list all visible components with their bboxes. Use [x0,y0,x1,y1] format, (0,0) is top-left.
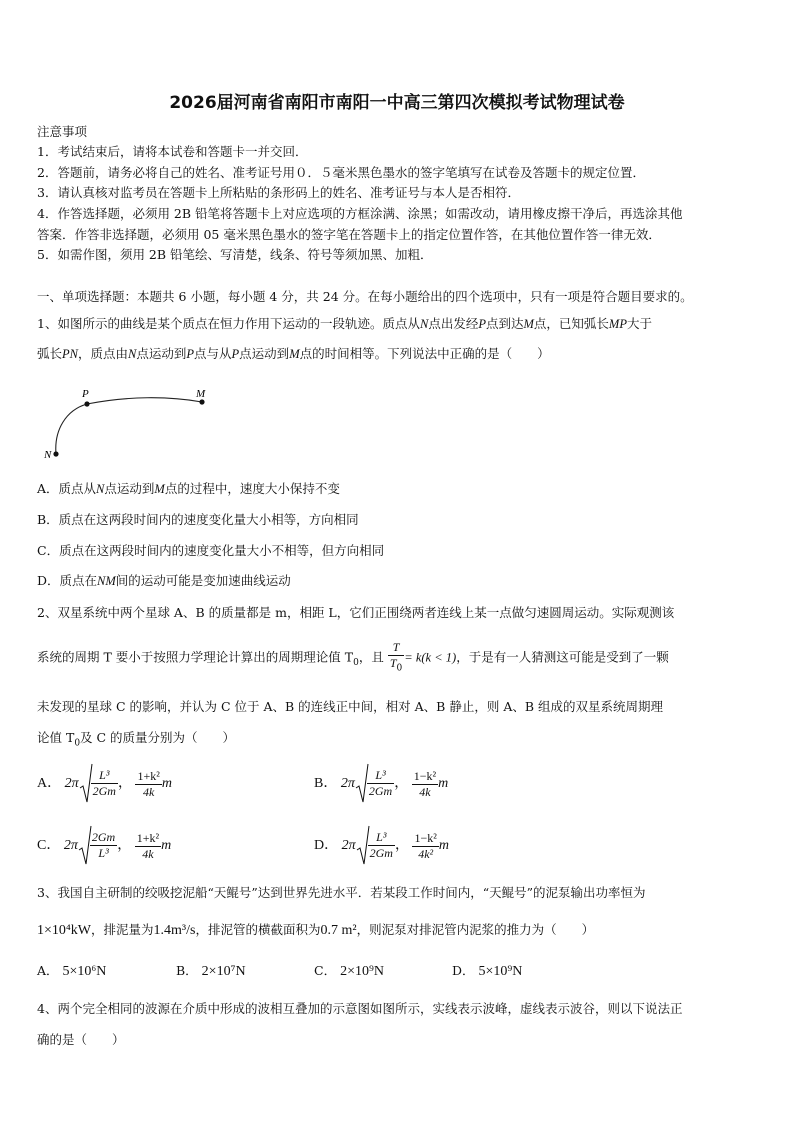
q2-option-a: A． 2π $\frac{\text{L³}}{2Gm}$ ， $\frac{\text{1+k²}}{4k}$ m [37,762,172,806]
point-m [199,399,204,404]
q1-option-b: B．质点在这两段时间内的速度变化量大小相等，方向相同 [37,512,359,527]
notice-item: 4．作答选择题，必须用 2B 铅笔将答题卡上对应选项的方框涂满、涂黑；如需改动，请用橡皮擦干净后，再选涂其他 [37,206,683,221]
q2-line1: 2、双星系统中两个星球 A、B 的质量都是 m，相距 L，它们正围绕两者连线上某一点做匀速圆周运动。实际观测该 [37,605,675,620]
point-n [53,451,58,456]
q3-line2: 1×10⁴kW，排泥量为1.4m³/s，排泥管的横截面积为0.7 m²，则泥泵对排泥管内泥浆的推力为（ ） [37,922,595,938]
ratio-fraction: $\frac{T}{T_0}$ [389,640,403,674]
q3-option-b: B． 2×10⁷N [176,963,246,979]
q2-line3: 未发现的星球 C 的影响，并认为 C 位于 A、B 的连线正中间，相对 A、B 静止，则 A、B 组成的双星系统周期理 [37,699,664,714]
notice-heading: 注意事项 [37,124,88,139]
label-p: P [82,388,89,400]
point-p [84,401,89,406]
q1-line1: 1、如图所示的曲线是某个质点在恒力作用下运动的一段轨迹。质点从N点出发经P点到达M点，已知弧长MP大于 [37,316,652,331]
notice-item: 3．请认真核对监考员在答题卡上所粘贴的条形码上的姓名、准考证号与本人是否相符． [37,185,520,200]
label-m: M [196,388,206,400]
q2-option-b: B． 2π $\frac{\text{L³}}{2Gm}$ ， $\frac{\text{1−k²}}{4k}$ m [314,762,448,806]
q2-option-d: D． 2π $\frac{\text{L³}}{2Gm}$ ， $\frac{\text{1−k²}}{\text{4k²}}$ m [314,824,449,868]
q1-line2: 弧长PN，质点由N点运动到P点与从P点运动到M点的时间相等。下列说法中正确的是（ ） [37,346,550,361]
q1-option-c: C．质点在这两段时间内的速度变化量大小不相等，但方向相同 [37,543,385,558]
q1-option-a: A．质点从N点运动到M点的过程中，速度大小保持不变 [37,481,340,496]
notice-item: 答案．作答非选择题，必须用 05 毫米黑色墨水的签字笔在答题卡上的指定位置作答，在其他位置作答一律无效． [37,227,661,242]
trajectory-curve [56,398,202,454]
q3-option-c: C． 2×10⁹N [314,963,384,979]
q3-option-d: D． 5×10⁹N [452,963,523,979]
q4-line1: 4、两个完全相同的波源在介质中形成的波相互叠加的示意图如图所示，实线表示波峰，虚线表示波谷，则以下说法正 [37,1001,683,1016]
notice-item: 2．答题前，请务必将自己的姓名、准考证号用０．５毫米黑色墨水的签字笔填写在试卷及答题卡的规定位置． [37,165,645,180]
q3-line1: 3、我国自主研制的绞吸挖泥船“天鲲号”达到世界先进水平．若某段工作时间内，“天鲲号”的泥泵输出功率恒为 [37,885,646,900]
q1-option-d: D．质点在NM间的运动可能是变加速曲线运动 [37,573,291,588]
page-title: 2026届河南省南阳市南阳一中高三第四次模拟考试物理试卷 [169,93,625,113]
notice-item: 1．考试结束后，请将本试卷和答题卡一并交回． [37,144,308,159]
q2-line2: 系统的周期 T 要小于按照力学理论计算出的周期理论值 $T_0$，且 $\frac{T}{T_0}$ = k(k < 1)，于是有一人猜测这可能是受到了一颗 [37,640,669,674]
trajectory-figure [38,382,228,467]
section-heading: 一、单项选择题：本题共 6 小题，每小题 4 分，共 24 分。在每小题给出的四个选项中，只有一项是符合题目要求的。 [37,289,693,304]
q3-option-a: A． 5×10⁶N [37,963,107,979]
q2-option-c: C． 2π $\frac{2Gm}{\text{L³}}$ ， $\frac{\text{1+k²}}{4k}$ m [37,824,171,868]
label-n: N [44,449,52,461]
q2-line4: 论值 $T_0$及 C 的质量分别为（ ） [37,730,236,749]
q4-line2: 确的是（ ） [37,1032,125,1047]
notice-item: 5．如需作图，须用 2B 铅笔绘、写清楚，线条、符号等须加黑、加粗． [37,247,433,262]
